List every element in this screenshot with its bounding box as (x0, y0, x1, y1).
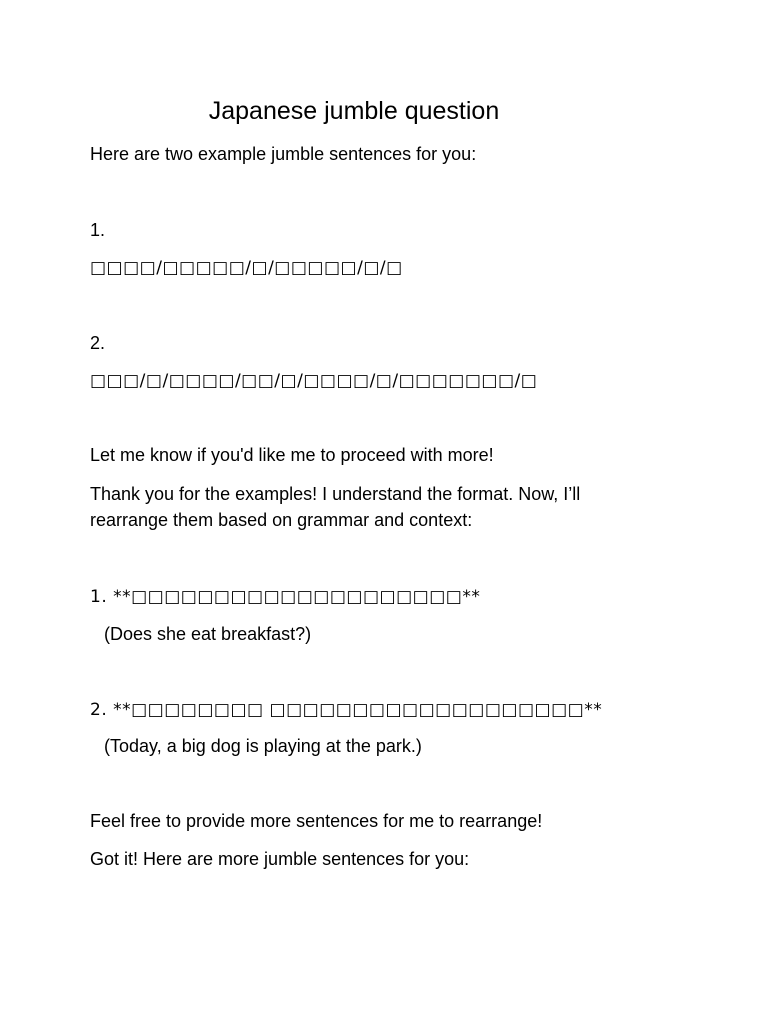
thanks-paragraph-line-2: rearrange them based on grammar and context: (90, 510, 473, 530)
example-2-number: 2. (90, 333, 106, 353)
answer-1: 1. **□□□□□□□□□□□□□□□□□□□□** (90, 587, 481, 607)
answer-2-translation: (Today, a big dog is playing at the park.) (104, 736, 422, 756)
example-1-number: 1. (90, 220, 106, 240)
feel-free-paragraph: Feel free to provide more sentences for me to rearrange! (90, 811, 543, 831)
got-it-paragraph: Got it! Here are more jumble sentences for you: (90, 849, 470, 869)
answer-2: 2. **□□□□□□□□ □□□□□□□□□□□□□□□□□□□** (90, 700, 603, 720)
proceed-paragraph: Let me know if you'd like me to proceed with more! (90, 445, 494, 465)
thanks-paragraph-line-1: Thank you for the examples! I understand the format. Now, I’ll (90, 484, 581, 504)
answer-1-translation: (Does she eat breakfast?) (104, 624, 312, 644)
intro-paragraph: Here are two example jumble sentences for you: (90, 144, 477, 164)
document-title: Japanese jumble question (208, 97, 500, 125)
example-1-jumble: □□□□/□□□□□/□/□□□□□/□/□ (90, 258, 403, 278)
example-2-jumble: □□□/□/□□□□/□□/□/□□□□/□/□□□□□□□/□ (90, 371, 538, 391)
